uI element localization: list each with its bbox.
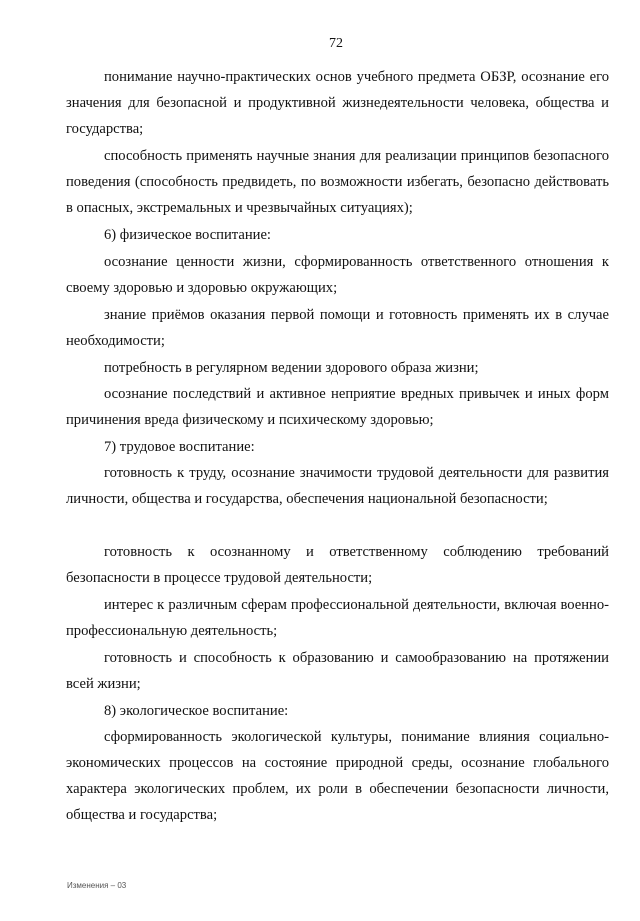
heading-physical-education: 6) физическое воспитание:: [104, 227, 271, 243]
heading-ecological-education: 8) экологическое воспитание:: [104, 703, 289, 719]
footer-revision: Изменения – 03: [67, 881, 127, 890]
paragraph-first-aid: знание приёмов оказания первой помощи и готовность применять их в случае необходимости;: [66, 307, 609, 349]
paragraph-readiness-to-work: готовность к труду, осознание значимости трудовой деятельности для развития личности, общества и государства, обеспечения национальной безопасности;: [66, 465, 609, 507]
paragraph-lifelong-learning: готовность и способность к образованию и самообразованию на протяжении всей жизни;: [66, 650, 609, 692]
page-number: 72: [329, 36, 343, 51]
paragraph-ecological-culture: сформированность экологической культуры, понимание влияния социально-экономических процессов на состояние природной среды, осознание глобального характера экологических проблем, их роли в обеспечении безопасности личности, общества и государства;: [66, 729, 609, 823]
paragraph-obzr-understanding: понимание научно-практических основ учебного предмета ОБЗР, осознание его значения для безопасной и продуктивной жизнедеятельности человека, общества и государства;: [66, 69, 609, 137]
paragraph-safety-compliance: готовность к осознанному и ответственному соблюдению требований безопасности в процессе трудовой деятельности;: [66, 544, 609, 586]
paragraph-healthy-lifestyle: потребность в регулярном ведении здорового образа жизни;: [104, 360, 479, 376]
paragraph-apply-knowledge: способность применять научные знания для реализации принципов безопасного поведения (способность предвидеть, по возможности избегать, безопасно действовать в опасных, экстремальных и чрезвычайных ситуациях);: [66, 148, 609, 216]
paragraph-bad-habits: осознание последствий и активное неприятие вредных привычек и иных форм причинения вреда физическому и психическому здоровью;: [66, 386, 609, 428]
heading-labor-education: 7) трудовое воспитание:: [104, 439, 255, 455]
paragraph-professional-interest: интерес к различным сферам профессиональной деятельности, включая военно-профессиональную деятельность;: [66, 597, 609, 639]
paragraph-value-of-life: осознание ценности жизни, сформированность ответственного отношения к своему здоровью и здоровью окружающих;: [66, 254, 609, 296]
